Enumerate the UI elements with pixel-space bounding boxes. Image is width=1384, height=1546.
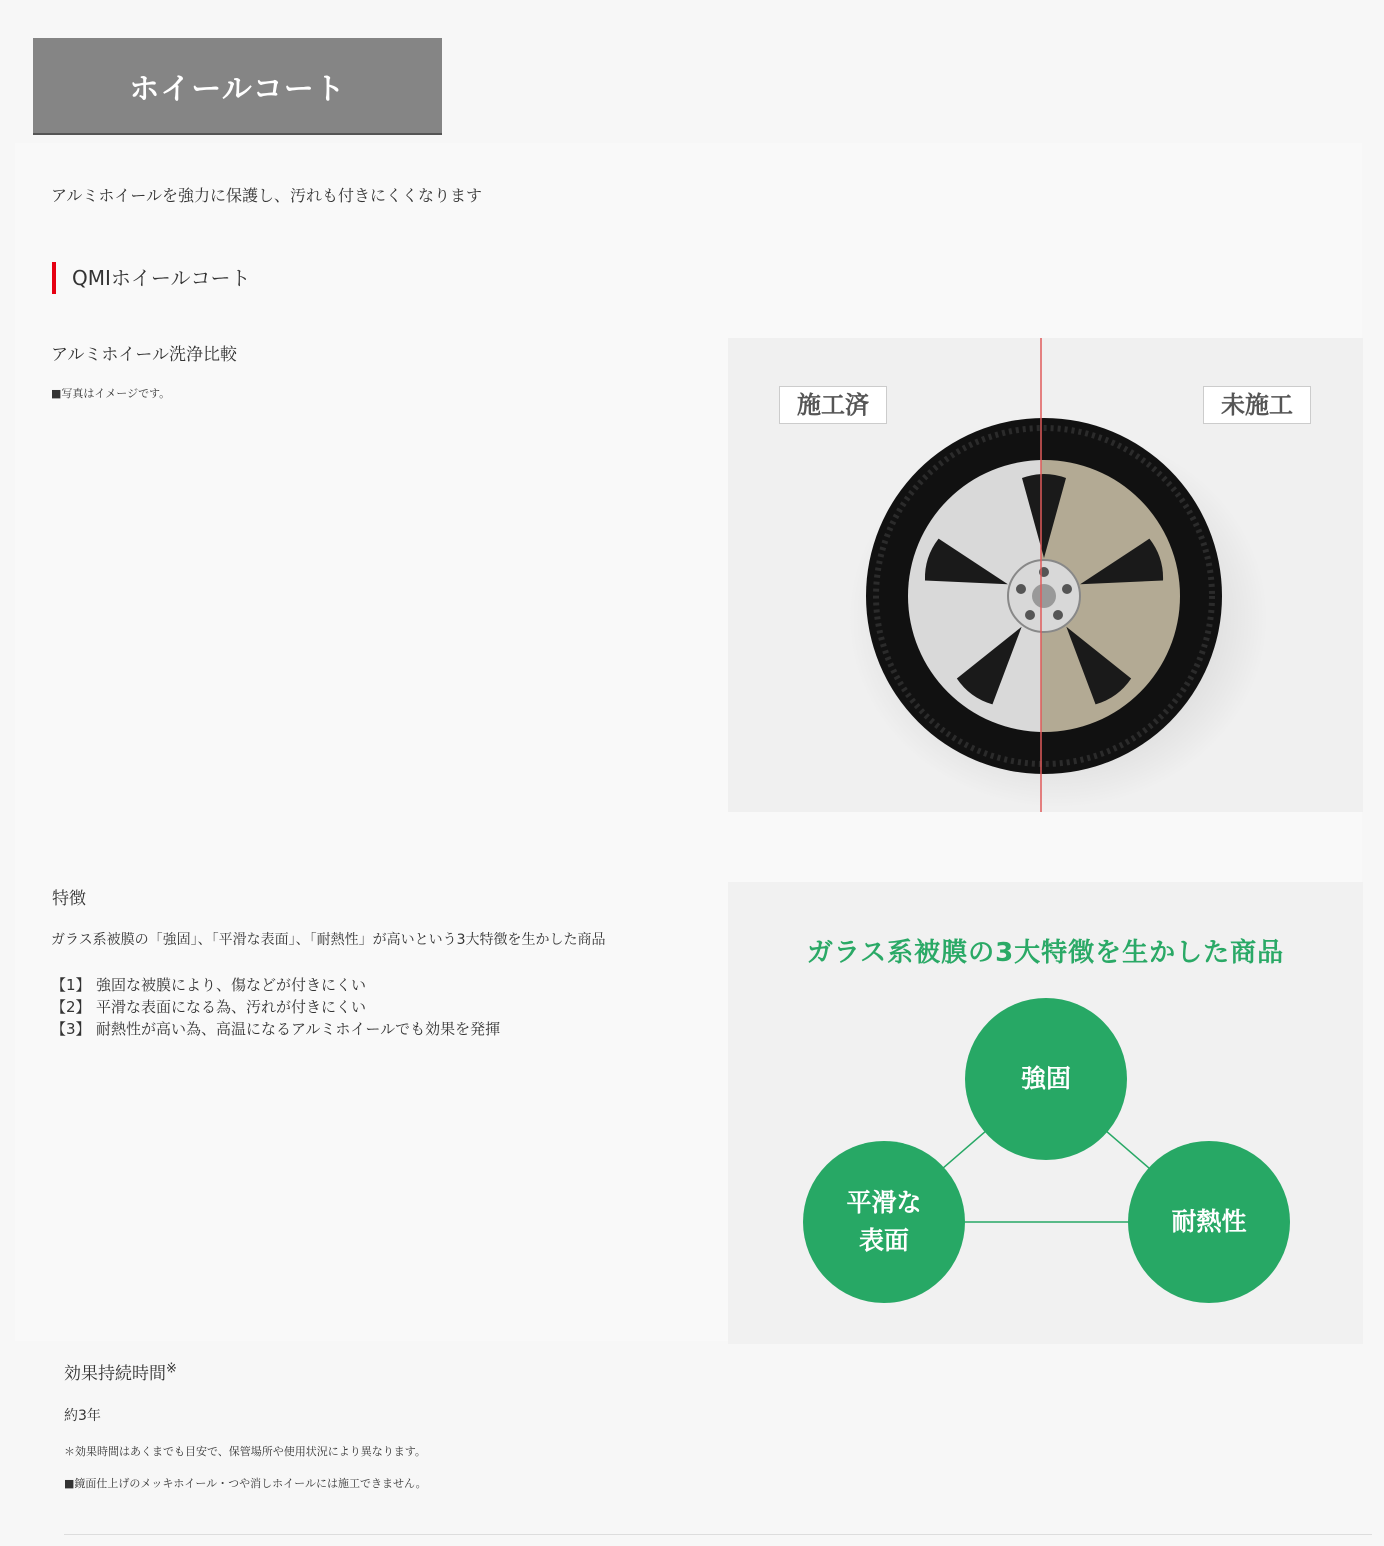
feature-item-2: 【2】 平滑な表面になる為、汚れが付きにくい [51, 998, 367, 1016]
page-title: ホイールコート [33, 38, 442, 135]
features-figure-title: ガラス系被膜の3大特徴を生かした商品 [806, 938, 1285, 968]
circle-heat-resistant: 耐熱性 [1128, 1141, 1290, 1303]
comparison-label: アルミホイール洗浄比較 [51, 345, 237, 365]
product-heading: QMIホイールコート [52, 262, 251, 294]
features-summary: ガラス系被膜の「強固」、「平滑な表面」、「耐熱性」が高いという3大特徴を生かした商品 [51, 932, 606, 948]
features-list [51, 974, 500, 1040]
photo-note: ■写真はイメージです。 [51, 387, 171, 400]
duration-value: 約3年 [64, 1408, 101, 1424]
duration-note: ＊効果時間はあくまでも目安で、保管場所や使用状況により異なります。 [64, 1445, 426, 1458]
feature-item-1: 【1】 強固な被膜により、傷などが付きにくい [51, 976, 367, 994]
features-figure [728, 882, 1363, 1344]
features-heading: 特徴 [52, 889, 86, 909]
lead-text: アルミホイールを強力に保護し、汚れも付きにくくなります [51, 186, 483, 205]
wheel-type-note: ■鏡面仕上げのメッキホイール・つや消しホイールには施工できません。 [64, 1477, 427, 1490]
circle-strong: 強固 [965, 998, 1127, 1160]
wheel-comparison-image [728, 338, 1363, 812]
circle-smooth: 平滑な 表面 [803, 1141, 965, 1303]
treated-tag: 施工済 [779, 386, 887, 424]
divider [64, 1534, 1372, 1535]
untreated-tag: 未施工 [1203, 386, 1311, 424]
duration-heading: 効果持続時間※ [64, 1361, 177, 1384]
feature-item-3: 【3】 耐熱性が高い為、高温になるアルミホイールでも効果を発揮 [51, 1020, 501, 1038]
